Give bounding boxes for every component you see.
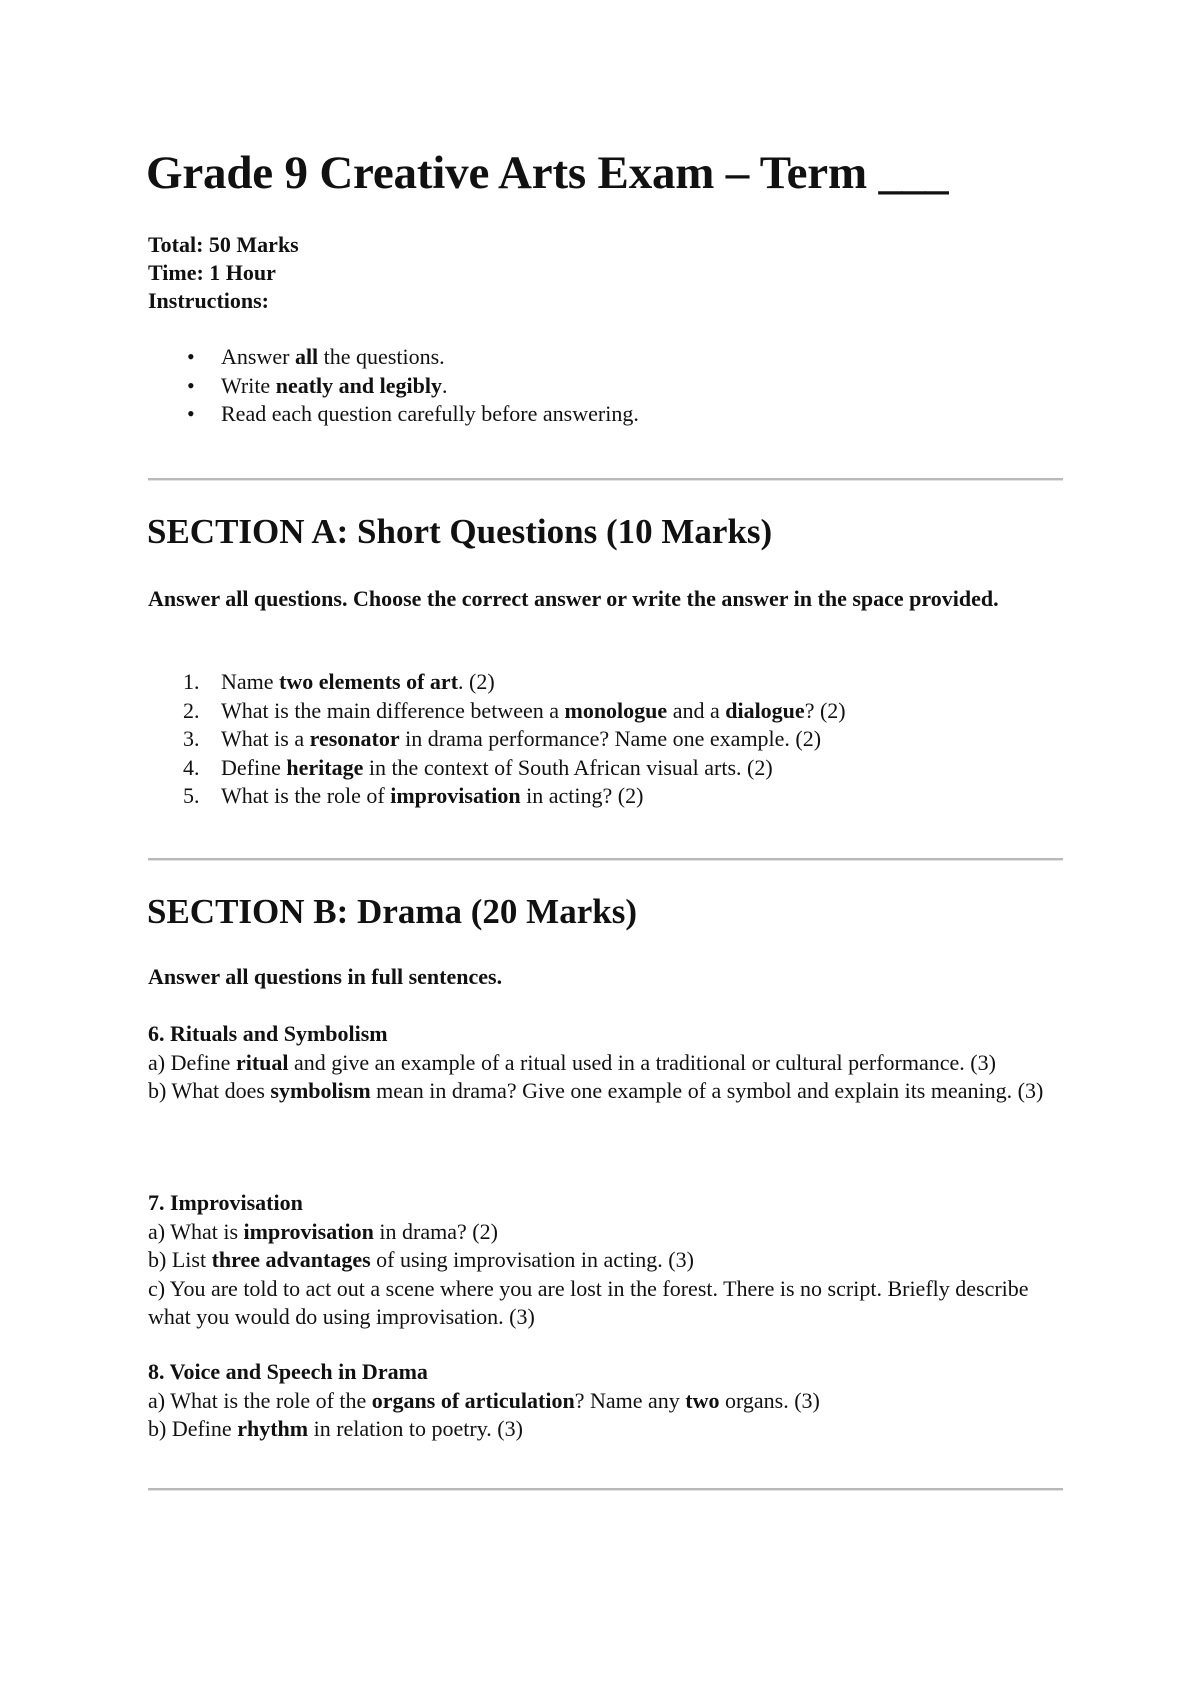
list-item: 3. What is a resonator in drama performance? Name one example. (2) [183, 726, 822, 751]
divider [148, 1488, 1063, 1491]
bullet-icon: • [187, 372, 195, 398]
page-title: Grade 9 Creative Arts Exam – Term ___ [146, 147, 949, 199]
section-a-heading: SECTION A: Short Questions (10 Marks) [147, 512, 773, 551]
section-b-instruction: Answer all questions in full sentences. [148, 964, 503, 989]
question-7 [148, 1189, 1068, 1332]
question-part: b) What does symbolism mean in drama? Give one example of a symbol and explain its meaning. (3) [148, 1078, 1044, 1103]
total-marks: Total: 50 Marks [148, 232, 299, 257]
question-title: 7. Improvisation [148, 1190, 303, 1215]
question-6 [148, 1020, 1068, 1106]
list-item: • Answer all the questions. [187, 344, 445, 369]
bullet-icon: • [187, 344, 195, 369]
divider [148, 478, 1063, 481]
question-part: a) What is improvisation in drama? (2) [148, 1218, 498, 1244]
list-item: 4. Define heritage in the context of South African visual arts. (2) [183, 754, 773, 780]
section-a-questions [183, 669, 846, 812]
question-part: a) What is the role of the organs of articulation? Name any two organs. (3) [148, 1387, 820, 1413]
section-b-heading: SECTION B: Drama (20 Marks) [147, 892, 637, 931]
question-title: 8. Voice and Speech in Drama [148, 1359, 428, 1384]
list-item: 2. What is the main difference between a monologue and a dialogue? (2) [183, 697, 846, 723]
list-item: 5. What is the role of improvisation in acting? (2) [183, 783, 644, 808]
question-part: a) Define ritual and give an example of a ritual used in a traditional or cultural performance. (3) [148, 1049, 996, 1075]
question-part: b) List three advantages of using improvisation in acting. (3) [148, 1247, 694, 1272]
time-limit: Time: 1 Hour [148, 260, 276, 285]
bullet-icon: • [187, 401, 195, 426]
instructions-label: Instructions: [148, 288, 270, 313]
question-title: 6. Rituals and Symbolism [148, 1021, 388, 1046]
section-a-instruction: Answer all questions. Choose the correct answer or write the answer in the space provided. [148, 586, 999, 611]
question-part: c) You are told to act out a scene where you are lost in the forest. There is no script. Briefly describe what you would do using improvisation. (3) [148, 1275, 1029, 1329]
question-part: b) Define rhythm in relation to poetry. (3) [148, 1416, 523, 1441]
list-item: 1. Name two elements of art. (2) [183, 669, 495, 694]
list-item: • Read each question carefully before answering. [187, 401, 639, 426]
list-item: • Write neatly and legibly. [187, 372, 448, 398]
question-8 [148, 1358, 1068, 1444]
instructions-list [187, 344, 639, 430]
divider [148, 858, 1063, 861]
